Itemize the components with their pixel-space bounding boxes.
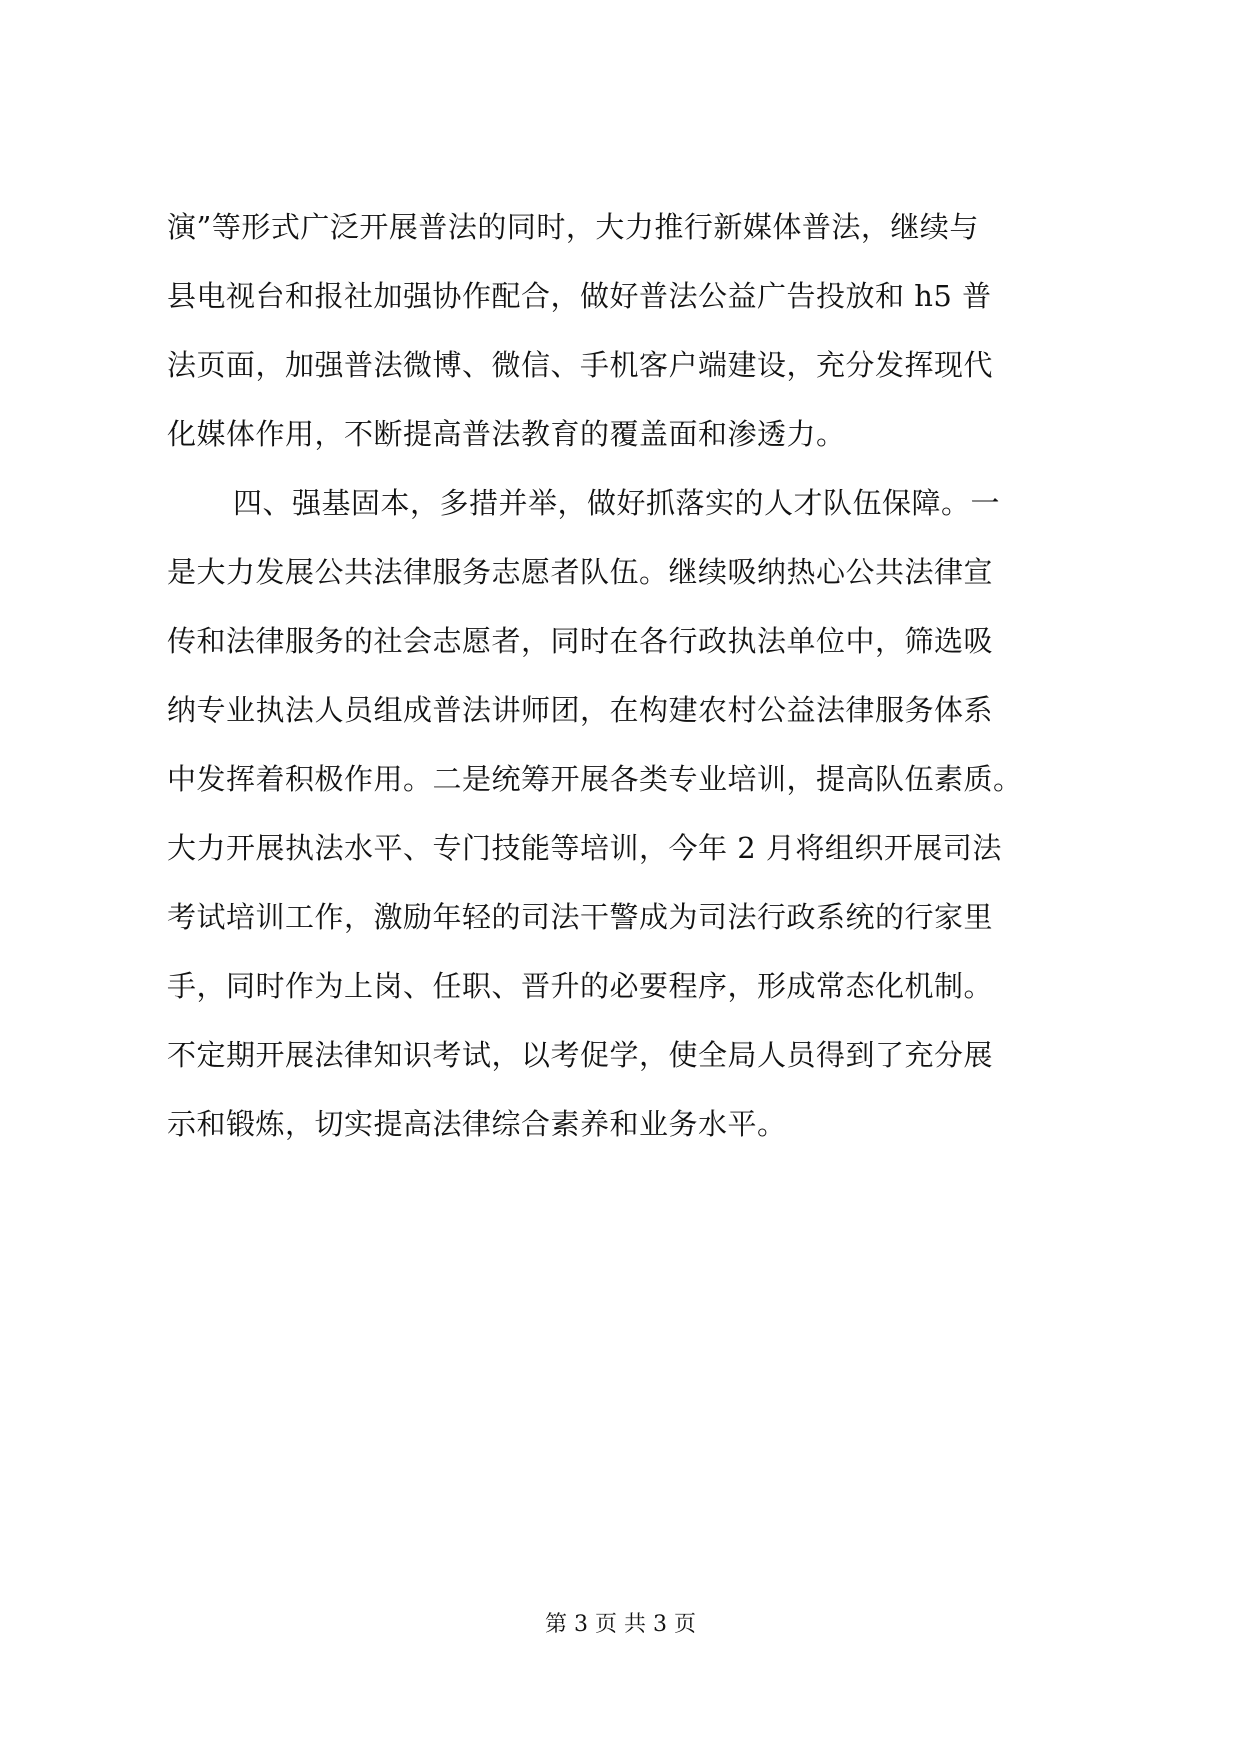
- text-line: 是大力发展公共法律服务志愿者队伍。继续吸纳热心公共法律宣: [167, 555, 994, 589]
- text-line: 演”等形式广泛开展普法的同时，大力推行新媒体普法，继续与: [167, 210, 979, 244]
- text-line: 纳专业执法人员组成普法讲师团，在构建农村公益法律服务体系: [167, 693, 994, 727]
- text-line: 法页面，加强普法微博、微信、手机客户端建设，充分发挥现代: [167, 348, 994, 382]
- text-line: 传和法律服务的社会志愿者，同时在各行政执法单位中，筛选吸: [167, 624, 994, 658]
- page-number-footer: 第 3 页 共 3 页: [545, 1612, 696, 1637]
- text-line: 县电视台和报社加强协作配合，做好普法公益广告投放和 h5 普: [167, 279, 992, 313]
- paragraph-start-line: 四、强基固本，多措并举，做好抓落实的人才队伍保障。一: [233, 486, 1001, 520]
- text-line: 不定期开展法律知识考试，以考促学，使全局人员得到了充分展: [167, 1038, 994, 1072]
- text-line: 示和锻炼，切实提高法律综合素养和业务水平。: [167, 1107, 787, 1141]
- text-line: 手，同时作为上岗、任职、晋升的必要程序，形成常态化机制。: [167, 969, 994, 1003]
- text-line: 化媒体作用，不断提高普法教育的覆盖面和渗透力。: [167, 417, 846, 451]
- text-line: 大力开展执法水平、专门技能等培训，今年 2 月将组织开展司法: [167, 831, 1002, 865]
- text-line: 中发挥着积极作用。二是统筹开展各类专业培训，提高队伍素质。: [167, 762, 1023, 796]
- text-line: 考试培训工作，激励年轻的司法干警成为司法行政系统的行家里: [167, 900, 994, 934]
- body-text: [167, 212, 1087, 1178]
